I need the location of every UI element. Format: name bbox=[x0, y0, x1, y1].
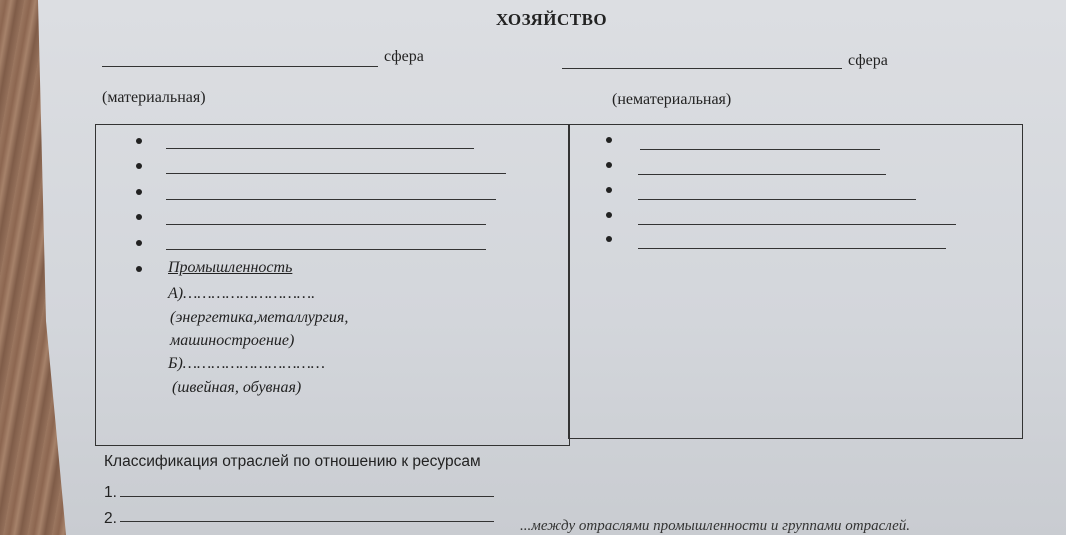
blank-line[interactable] bbox=[638, 248, 946, 249]
bullet bbox=[136, 138, 142, 144]
classification-title: Классификация отраслей по отношению к ресурсам bbox=[104, 453, 481, 470]
industry-a-hint-1: (энергетика,металлургия, bbox=[170, 309, 349, 326]
bullet bbox=[606, 236, 612, 242]
right-sphere-blank[interactable] bbox=[562, 68, 842, 69]
nonmaterial-sphere-box bbox=[568, 124, 1023, 439]
blank-line[interactable] bbox=[166, 173, 506, 174]
industry-label: Промышленность bbox=[168, 259, 293, 276]
classification-item-1-blank[interactable] bbox=[120, 496, 494, 497]
blank-line[interactable] bbox=[638, 174, 886, 175]
blank-line[interactable] bbox=[638, 199, 916, 200]
left-sphere-blank[interactable] bbox=[102, 66, 378, 67]
classification-item-2-blank[interactable] bbox=[120, 521, 494, 522]
bullet bbox=[606, 187, 612, 193]
material-hint: (материальная) bbox=[102, 89, 206, 106]
footer-cut-text: ...между отраслями промышленности и группами отраслей. bbox=[520, 518, 911, 534]
blank-line[interactable] bbox=[166, 199, 496, 200]
blank-line[interactable] bbox=[640, 149, 880, 150]
bullet bbox=[136, 163, 142, 169]
classification-item-2-number: 2. bbox=[104, 510, 117, 527]
bullet bbox=[136, 240, 142, 246]
industry-a-hint-2: машиностроение) bbox=[170, 332, 295, 349]
left-sphere-label: сфера bbox=[384, 48, 424, 65]
page-title: ХОЗЯЙСТВО bbox=[496, 10, 608, 29]
bullet bbox=[606, 212, 612, 218]
industry-a-line[interactable]: А)………………………. bbox=[168, 285, 316, 302]
bullet bbox=[136, 214, 142, 220]
nonmaterial-hint: (нематериальная) bbox=[612, 91, 732, 108]
bullet bbox=[136, 266, 142, 272]
blank-line[interactable] bbox=[166, 249, 486, 250]
right-sphere-label: сфера bbox=[848, 52, 888, 69]
blank-line[interactable] bbox=[166, 148, 474, 149]
bullet bbox=[136, 189, 142, 195]
bullet bbox=[606, 137, 612, 143]
bullet bbox=[606, 162, 612, 168]
blank-line[interactable] bbox=[638, 224, 956, 225]
blank-line[interactable] bbox=[166, 224, 486, 225]
industry-b-hint: (швейная, обувная) bbox=[172, 379, 302, 396]
industry-b-line[interactable]: Б)………………………… bbox=[168, 355, 326, 372]
classification-item-1-number: 1. bbox=[104, 484, 117, 501]
